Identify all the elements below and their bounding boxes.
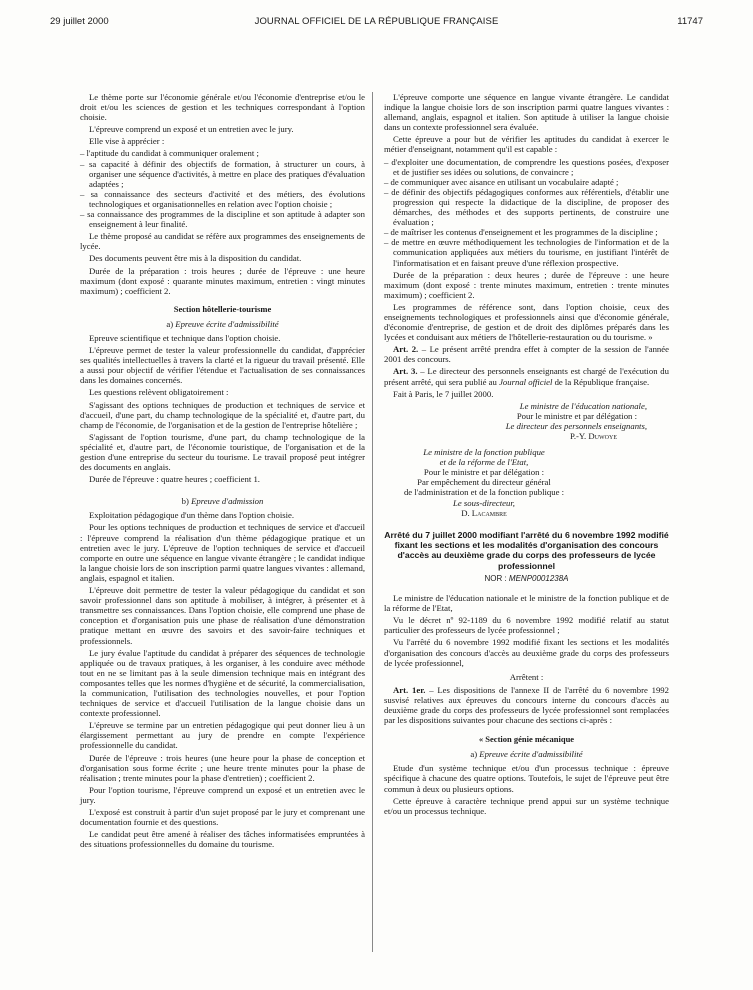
paragraph: Les programmes de référence sont, dans l'option choisie, ceux des enseignements technologiques et professionnels ainsi que d'économie générale, d'économie d'entreprise, de gestion et de droit des diplômes préparés dans les lycées et conduisant aux métiers de l'hôtellerie-restauration ou du tourisme. » — [384, 301, 669, 343]
paragraph: L'exposé est construit à partir d'un sujet proposé par le jury et comprenant une documentation fournie et des questions. — [80, 807, 365, 828]
paragraph: Durée de la préparation : trois heures ; durée de l'épreuve : une heure maximum (dont exposé : quarante minutes maximum, entretien : vingt minutes maximum) ; coefficient 2. — [80, 265, 365, 296]
paragraph: Vu le décret nº 92-1189 du 6 novembre 1992 modifié relatif au statut particulier des professeurs de lycée professionnel ; — [384, 615, 669, 636]
article-3: Art. 3. – Le directeur des personnels enseignants est chargé de l'exécution du présent arrêté, qui sera publié au Journal officiel de la République française. — [384, 366, 669, 387]
signature-line: Pour le ministre et par délégation : — [516, 410, 637, 421]
section-heading: « Section génie mécanique — [478, 734, 575, 745]
paragraph: Pour l'option tourisme, l'épreuve comprend un exposé et un entretien avec le jury. — [80, 784, 365, 805]
paragraph: Exploitation pédagogique d'un thème dans l'option choisie. — [89, 510, 295, 521]
header-title: JOURNAL OFFICIEL DE LA RÉPUBLIQUE FRANÇAISE — [254, 16, 499, 27]
list-item: – sa capacité à définir des objectifs de formation, à structurer un cours, à organiser une séquence d'activités, à mettre en place des pratiques d'évaluation adaptées ; — [80, 158, 365, 189]
signature-block-1 — [384, 401, 669, 441]
signature-line: Le ministre de l'éducation nationale, — [519, 400, 647, 411]
paragraph: Le jury évalue l'aptitude du candidat à préparer des séquences de technologie appliquée ou de travaux pratiques, à les organiser, à les conduire avec méthode tout en ne se limitant pas à la seule dimension technique mais en intégrant des composantes telles que les normes d'hygiène et de sécurité, la commercialisation, la communication, l'utilisation des technologies nouvelles, et pour l'option techniques de service et d'accueil l'utilisation de la langue choisie dans un contexte professionnel. — [80, 647, 365, 719]
paragraph: Le thème porte sur l'économie générale et/ou l'économie d'entreprise et/ou le droit et/ou les sciences de gestion et les techniques correspondant à l'option choisie. — [80, 92, 365, 123]
section-heading: Section hôtellerie-tourisme — [173, 303, 272, 314]
header-date: 29 juillet 2000 — [50, 16, 109, 27]
page-header — [50, 6, 703, 27]
paragraph: Les questions relèvent obligatoirement : — [89, 387, 229, 398]
paragraph: Vu l'arrêté du 6 novembre 1992 modifié fixant les sections et les modalités d'organisation des concours d'accès au deuxième grade du corps des professeurs de lycée professionnel, — [384, 637, 669, 668]
paragraph: Le candidat peut être amené à réaliser des tâches informatisées empruntées à des situations professionnelles du domaine du tourisme. — [80, 829, 365, 850]
paragraph: S'agissant de l'option tourisme, d'une part, du champ technologique de la spécialité et, d'autre part, de l'économie touristique, de l'organisation et de la gestion d'une entreprise du secteur du tourisme. Le travail proposé peut intégrer des documents en anglais. — [80, 431, 365, 473]
paragraph: Durée de l'épreuve : trois heures (une heure pour la phase de conception et d'organisation sous forme écrite ; une heure trente minutes pour la phase de réalisation ; trente minutes pour la phase d'entretien) ; coefficient 2. — [80, 752, 365, 783]
list-item: – de définir des objectifs pédagogiques conformes aux référentiels, d'établir une progression qui respecte la didactique de la discipline, de proposer des démarches, des méthodes et des supports pertinents, de construire une évaluation ; — [384, 186, 669, 228]
paragraph: L'épreuve doit permettre de tester la valeur pédagogique du candidat et son savoir professionnel dans son aptitude à mobiliser, à intégrer, à présenter et à transmettre ses connaissances. Dans l'option choisie, elle comprend une phase de conception et d'organisation puis une phase de réalisation d'une démonstration pratique mettant en œuvre des savoirs et des savoir-faire techniques et professionnels. — [80, 585, 365, 646]
list-item: – d'exploiter une documentation, de comprendre les questions posées, d'exposer et de justifier ses idées ou solutions, de convaincre ; — [384, 156, 669, 177]
paragraph: Le ministre de l'éducation nationale et le ministre de la fonction publique et de la réforme de l'Etat, — [384, 593, 669, 614]
arrete-title: Arrêté du 7 juillet 2000 modifiant l'arrêté du 6 novembre 1992 modifié fixant les sections et les modalités d'organisation des concours d'accès au deuxième grade du corps des professeurs de lycée professionnel — [384, 529, 669, 571]
paragraph: Cette épreuve a pour but de vérifier les aptitudes du candidat à exercer le métier d'enseignant, notamment qu'il est capable : — [384, 134, 669, 155]
paragraph: Des documents peuvent être mis à la disposition du candidat. — [89, 253, 302, 264]
header-page-number: 11747 — [677, 16, 703, 27]
subsection-heading: b) Epreuve d'admission — [181, 496, 264, 507]
paragraph: Cette épreuve à caractère technique prend appui sur un système technique et/ou un processus technique. — [384, 795, 669, 816]
list-item: – sa connaissance des secteurs d'activité et des métiers, des évolutions technologiques et organisationnelles en relation avec l'option choisie ; — [80, 188, 365, 209]
article-2: Art. 2. – Le présent arrêté prendra effet à compter de la session de l'année 2001 des concours. — [384, 344, 669, 365]
subsection-heading: a) Epreuve écrite d'admissibilité — [470, 749, 583, 760]
list-item: – l'aptitude du candidat à communiquer oralement ; — [80, 148, 259, 159]
signature-line: Le ministre de la fonction publique — [423, 447, 545, 458]
signature-line: Par empêchement du directeur général — [417, 477, 551, 488]
article-1: Art. 1er. – Les dispositions de l'annexe II de l'arrêté du 6 novembre 1992 susvisé relatives aux épreuves du concours interne du concours d'accès au deuxième grade du corps des professeurs de lycée professionnel sont remplacées par les dispositions suivantes pour chacune des sections ci-après : — [384, 684, 669, 726]
paragraph: Etude d'un système technique et/ou d'un processus technique : épreuve spécifique à chacune des quatre options. Toutefois, le sujet de l'épreuve peut être commun à deux ou plusieurs options. — [384, 763, 669, 794]
left-column — [80, 92, 365, 851]
signatory-name: D. Lacambre — [461, 507, 507, 518]
paragraph: Epreuve scientifique et technique dans l'option choisie. — [89, 332, 281, 343]
paragraph: L'épreuve permet de tester la valeur professionnelle du candidat, d'apprécier ses qualités intellectuelles à travers la clarté et la rigueur du travail présenté. Elle a aussi pour objectif de vérifier l'étendue et l'actualisation de ses connaissances dans les domaines concernés. — [80, 345, 365, 386]
signature-line: Pour le ministre et par délégation : — [423, 467, 545, 478]
paragraph: L'épreuve se termine par un entretien pédagogique qui peut donner lieu à un élargissement permettant au jury de prendre en compte l'expérience professionnelle du candidat. — [80, 720, 365, 751]
right-column — [384, 92, 669, 818]
paragraph: Elle vise à apprécier : — [89, 136, 165, 147]
paragraph: Pour les options techniques de production et techniques de service et d'accueil : l'épreuve comprend la réalisation d'un thème pédagogique pratique et un entretien avec le jury. L'épreuve de l'option techniques de service et d'accueil comporte en outre une séquence en langue vivante étrangère ; le candidat indique la langue choisie lors de son inscription parmi quatre langues vivantes : allemand, anglais, espagnol et italien. — [80, 522, 365, 583]
list-item: – de mettre en œuvre méthodiquement les technologies de l'information et de la communication appliquées aux métiers du tourisme, en justifiant l'intérêt de l'informatisation et en faisant preuve d'une réflexion prospective. — [384, 237, 669, 268]
list-item: – de communiquer avec aisance en utilisant un vocabulaire adapté ; — [384, 176, 619, 187]
paragraph: Durée de la préparation : deux heures ; durée de l'épreuve : une heure maximum (dont exposé : trente minutes maximum, entretien : trente minutes maximum) ; coefficient 2. — [384, 269, 669, 300]
signature-line: et de la réforme de l'Etat, — [439, 457, 529, 468]
list-item: – sa connaissance des programmes de la discipline et son aptitude à adapter son enseignement à leur finalité. — [80, 209, 365, 230]
paragraph: Durée de l'épreuve : quatre heures ; coefficient 1. — [89, 474, 260, 485]
signature-line: Le sous-directeur, — [453, 497, 515, 508]
paragraph: L'épreuve comporte une séquence en langue vivante étrangère. Le candidat indique la langue choisie lors de son inscription parmi quatre langues vivantes : allemand, anglais, espagnol et italien. Son aptitude à utiliser la langue choisie dans un contexte professionnel sera évaluée. — [384, 92, 669, 133]
column-divider — [372, 92, 373, 952]
paragraph: S'agissant des options techniques de production et techniques de service et d'accueil, d'une part, du champ technologique de la spécialité et, d'autre part, du champ de l'économie, de l'organisation et de la gestion de l'entreprise hôtelière ; — [80, 399, 365, 430]
paragraph: L'épreuve comprend un exposé et un entretien avec le jury. — [89, 124, 294, 135]
arretent: Arrêtent : — [509, 671, 544, 682]
list-item: – de maîtriser les contenus d'enseignement et les programmes de la discipline ; — [384, 227, 658, 238]
subsection-heading: a) Epreuve écrite d'admissibilité — [166, 318, 279, 329]
signature-block-2 — [384, 447, 584, 518]
signatory-name: P.-Y. Duwoye — [569, 431, 617, 441]
place-date: Fait à Paris, le 7 juillet 2000. — [393, 388, 494, 399]
paragraph: Le thème proposé au candidat se réfère aux programmes des enseignements de lycée. — [80, 231, 365, 252]
nor-reference: NOR : MENP0001238A — [484, 573, 569, 583]
signature-line: Le directeur des personnels enseignants, — [505, 420, 647, 431]
signature-line: de l'administration et de la fonction publique : — [403, 487, 565, 498]
